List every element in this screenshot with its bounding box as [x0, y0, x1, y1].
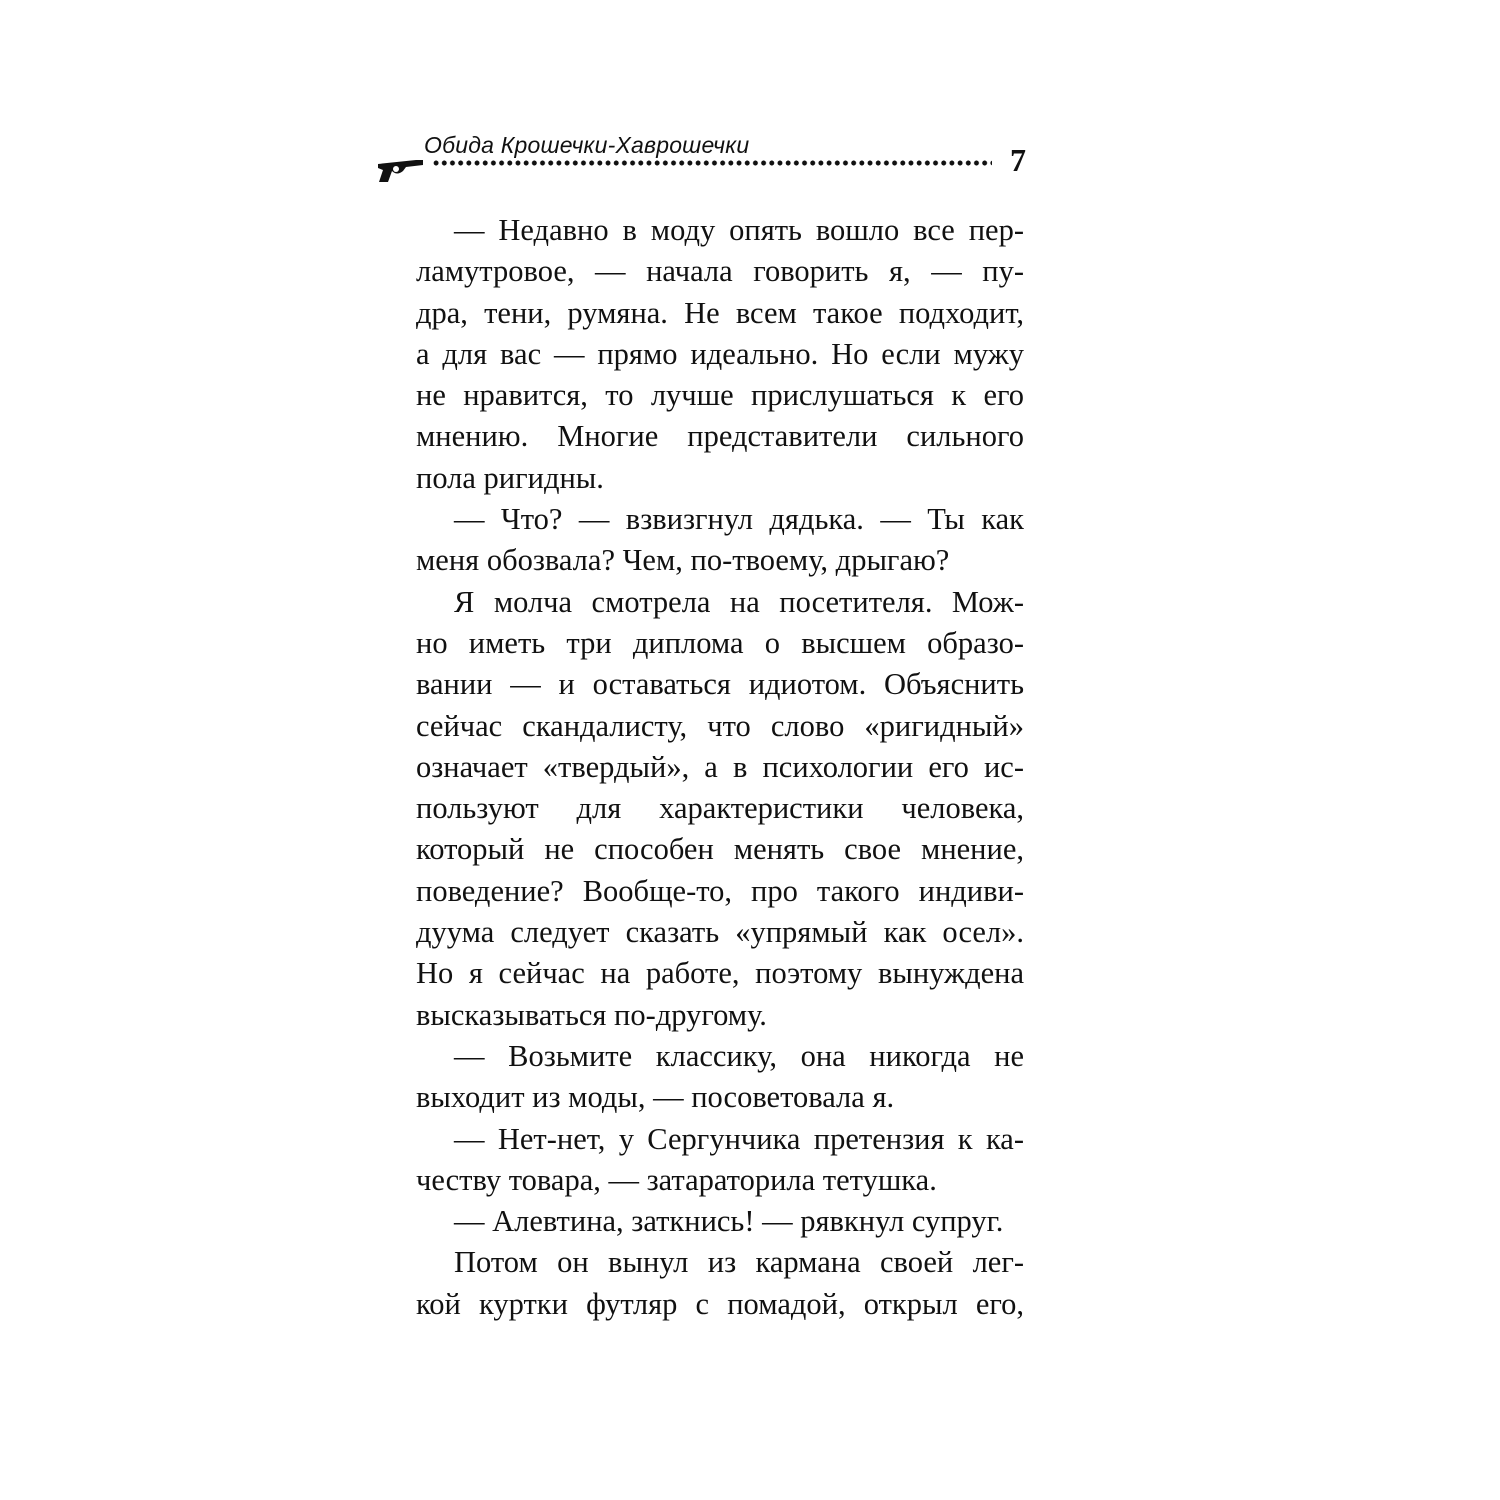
- text-line: дуума следует сказать «упрямый как осел».: [416, 915, 1024, 950]
- text-line: Но я сейчас на работе, поэтому вынуждена: [416, 956, 1024, 991]
- text-line: поведение? Вообще-то, про такого индиви-: [416, 873, 1024, 908]
- text-line: честву товара, — затараторила тетушка.: [416, 1162, 937, 1197]
- page-number: 7: [1010, 142, 1026, 178]
- text-line: пользуют для характеристики человека,: [416, 791, 1024, 826]
- text-line: Потом он вынул из кармана своей лег-: [454, 1245, 1024, 1280]
- text-line: Я молча смотрела на посетителя. Мож-: [454, 584, 1024, 619]
- running-title: Обида Крошечки-Хаврошечки: [424, 132, 750, 158]
- text-line: кой куртки футляр с помадой, открыл его,: [416, 1286, 1024, 1321]
- text-line: означает «твердый», а в психологии его ис-: [416, 749, 1024, 784]
- text-line: который не способен менять свое мнение,: [416, 832, 1024, 867]
- text-line: дра, тени, румяна. Не всем такое подходит,: [416, 295, 1024, 330]
- text-line: вании — и оставаться идиотом. Объяснить: [416, 667, 1024, 702]
- text-line: а для вас — прямо идеально. Но если мужу: [416, 336, 1024, 371]
- text-line: ламутровое, — начала говорить я, — пу-: [416, 254, 1024, 289]
- text-line: пола ригидны.: [416, 460, 604, 495]
- text-line: — Алевтина, заткнись! — рявкнул супруг.: [454, 1204, 1004, 1239]
- text-line: высказываться по-другому.: [416, 997, 767, 1032]
- text-line: сейчас скандалисту, что слово «ригидный»: [416, 708, 1024, 743]
- revolver-icon: [376, 156, 426, 184]
- page-body-text: [416, 210, 1024, 1325]
- text-line: но иметь три диплома о высшем образо-: [416, 625, 1024, 660]
- running-header: [372, 128, 1032, 190]
- text-line: выходит из моды, — посоветовала я.: [416, 1080, 895, 1115]
- text-line: — Возьмите классику, она никогда не: [454, 1038, 1024, 1073]
- text-line: — Нет-нет, у Сергунчика претензия к ка-: [454, 1121, 1024, 1156]
- dot-leader: [432, 160, 992, 166]
- text-line: — Недавно в моду опять вошло все пер-: [454, 213, 1024, 247]
- text-line: меня обозвала? Чем, по-твоему, дрыгаю?: [416, 543, 950, 578]
- text-line: не нравится, то лучше прислушаться к его: [416, 378, 1024, 413]
- text-line: мнению. Многие представители сильного: [416, 419, 1024, 454]
- text-line: — Что? — взвизгнул дядька. — Ты как: [454, 502, 1024, 537]
